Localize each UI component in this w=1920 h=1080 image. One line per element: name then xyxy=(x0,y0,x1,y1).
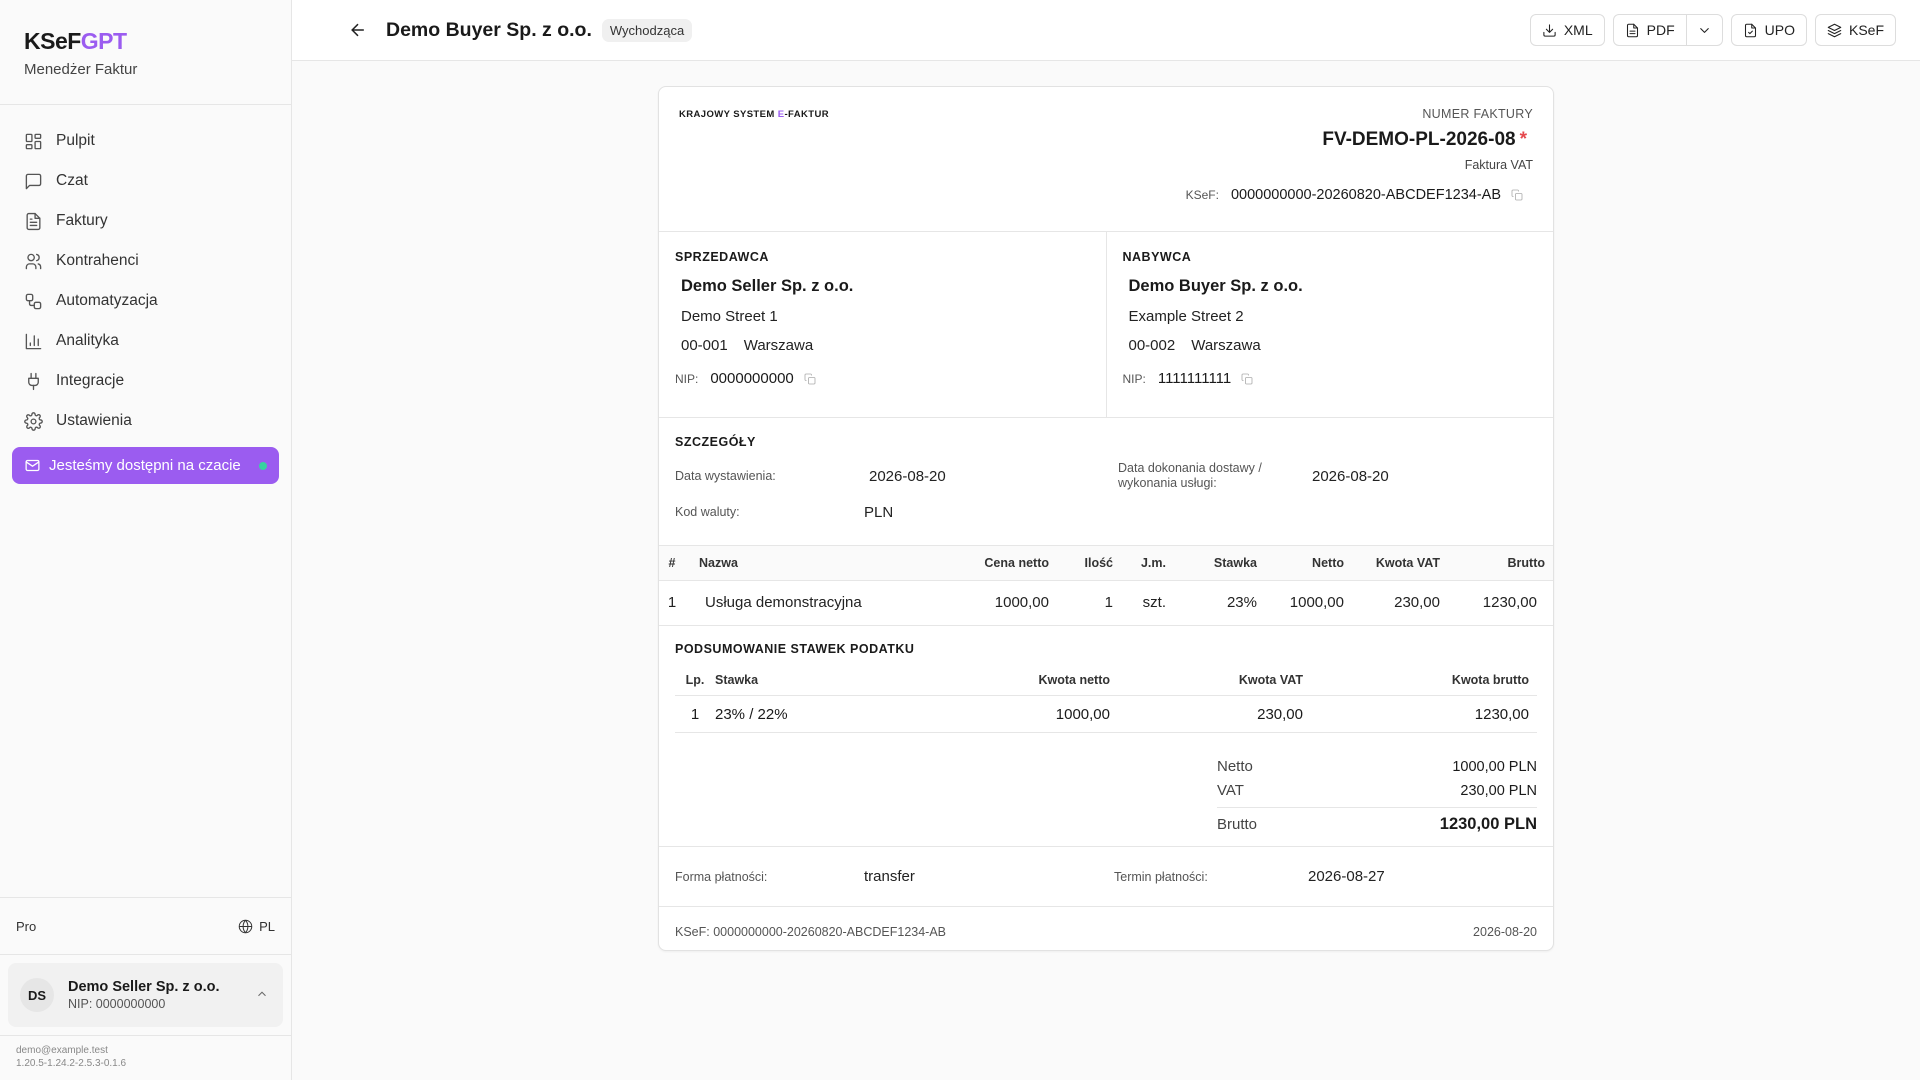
sidebar-item-czat[interactable] xyxy=(12,161,279,201)
payment-due: 2026-08-27 xyxy=(1308,867,1385,885)
pdf-split-button xyxy=(1613,14,1723,46)
col-header: Ilość xyxy=(1049,546,1113,580)
table-header-row xyxy=(675,666,1537,696)
sidebar-item-analityka[interactable] xyxy=(12,321,279,361)
item-net-price: 1000,00 xyxy=(994,594,1049,611)
col-header: Cena netto xyxy=(949,546,1049,580)
total-vat: 230,00 PLN xyxy=(1460,782,1537,799)
tax-vat: 230,00 xyxy=(1110,696,1303,733)
sidebar-footer xyxy=(0,1035,291,1080)
back-arrow-icon[interactable] xyxy=(348,20,368,40)
sidebar-bottom xyxy=(0,897,291,1080)
copy-icon[interactable] xyxy=(804,373,816,385)
user-email: demo@example.test xyxy=(16,1045,108,1056)
globe-icon xyxy=(238,919,253,934)
xml-label: XML xyxy=(1563,22,1593,38)
sidebar-item-label: Faktury xyxy=(56,212,108,229)
plug-icon xyxy=(24,372,43,391)
download-icon xyxy=(1542,23,1557,38)
language-label: PL xyxy=(259,918,275,934)
sidebar-item-integracje[interactable] xyxy=(12,361,279,401)
sidebar-item-label: Automatyzacja xyxy=(56,292,158,309)
sidebar-item-pulpit[interactable] xyxy=(12,121,279,161)
col-header: Netto xyxy=(1257,546,1344,580)
tax-net: 1000,00 xyxy=(865,696,1110,733)
seller-title: SPRZEDAWCA xyxy=(675,250,769,264)
footer-ksef-number: KSeF: 0000000000-20260820-ABCDEF1234-AB xyxy=(675,924,947,939)
item-net: 1000,00 xyxy=(1289,594,1344,611)
sidebar-item-label: Integracje xyxy=(56,372,125,389)
account-nip: NIP: 0000000000 xyxy=(68,997,166,1011)
footer-date: 2026-08-20 xyxy=(1473,924,1537,939)
tax-index: 1 xyxy=(675,696,715,733)
ksef-number: 0000000000-20260820-ABCDEF1234-AB xyxy=(1230,187,1501,203)
sidebar-item-faktury[interactable] xyxy=(12,201,279,241)
plan-row xyxy=(0,897,291,954)
buyer-nip: 1111111111 xyxy=(1157,370,1232,387)
details-title: SZCZEGÓŁY xyxy=(675,435,756,449)
account-name: Demo Seller Sp. z o.o. xyxy=(68,979,220,995)
payment-form-label: Forma płatności: xyxy=(675,869,768,884)
seller-block xyxy=(659,232,1107,417)
sidebar-nav xyxy=(0,105,291,500)
seller-nip: 0000000000 xyxy=(710,370,794,387)
seller-street: Demo Street 1 xyxy=(681,308,778,325)
sidebar-item-label: Ustawienia xyxy=(56,412,132,429)
issue-date: 2026-08-20 xyxy=(869,468,946,485)
users-icon xyxy=(24,252,43,271)
buyer-title: NABYWCA xyxy=(1122,250,1192,264)
document-type: Faktura VAT xyxy=(1464,158,1533,172)
tax-summary-title: PODSUMOWANIE STAWEK PODATKU xyxy=(675,641,915,656)
payment-due-label: Termin płatności: xyxy=(1114,869,1208,884)
issue-date-label: Data wystawienia: xyxy=(675,469,776,483)
delivery-date-label: Data dokonania dostawy / wykonania usługi: xyxy=(1118,461,1262,490)
sidebar-item-kontrahenci[interactable] xyxy=(12,241,279,281)
currency-label: Kod waluty: xyxy=(675,505,740,519)
layers-icon xyxy=(1827,23,1842,38)
invoice-footer xyxy=(659,907,1553,956)
avatar: DS xyxy=(20,978,54,1012)
chevron-down-icon xyxy=(1697,23,1712,38)
nip-label: NIP: xyxy=(675,371,699,386)
gear-icon xyxy=(24,412,43,431)
col-header: # xyxy=(659,546,685,580)
currency: PLN xyxy=(864,504,894,521)
account-switcher[interactable] xyxy=(8,963,283,1027)
total-gross-row xyxy=(1217,807,1537,837)
invoice-number: FV-DEMO-PL-2026-08 * xyxy=(1322,129,1527,150)
sidebar-item-label: Pulpit xyxy=(56,132,95,149)
invoice-preview xyxy=(658,86,1554,951)
sidebar-item-label: Kontrahenci xyxy=(56,252,139,269)
col-header: Brutto xyxy=(1440,546,1553,580)
direction-badge: Wychodząca xyxy=(602,19,692,42)
total-gross-label: Brutto xyxy=(1217,815,1258,833)
ksef-number-row xyxy=(1186,187,1523,203)
online-status-dot xyxy=(259,462,267,470)
tax-summary-table xyxy=(675,666,1537,734)
pdf-options-button[interactable] xyxy=(1687,14,1723,46)
total-net-row xyxy=(1217,755,1537,779)
upo-button[interactable] xyxy=(1731,14,1807,46)
payment-section xyxy=(659,847,1553,907)
sidebar-item-label: Czat xyxy=(56,172,88,189)
tax-summary-section xyxy=(659,626,1553,847)
send-ksef-button[interactable] xyxy=(1815,14,1896,46)
live-chat-button[interactable] xyxy=(12,447,279,484)
dashboard-icon xyxy=(24,132,43,151)
total-net: 1000,00 PLN xyxy=(1452,758,1537,775)
tax-rate: 23% / 22% xyxy=(715,696,865,733)
buyer-street: Example Street 2 xyxy=(1128,308,1244,325)
col-header: Lp. xyxy=(675,666,715,696)
live-chat-label: Jesteśmy dostępni na czacie xyxy=(49,457,241,474)
item-quantity: 1 xyxy=(1104,594,1113,611)
page-title: Demo Buyer Sp. z o.o. xyxy=(386,18,592,41)
seller-postal: 00-001 xyxy=(681,337,728,354)
language-switcher[interactable] xyxy=(238,919,275,934)
account-wrap xyxy=(0,954,291,1035)
ksef-label: KSeF xyxy=(1848,22,1884,38)
delivery-date: 2026-08-20 xyxy=(1312,468,1389,485)
total-vat-row xyxy=(1217,779,1537,803)
table-header-row xyxy=(659,546,1553,580)
seller-city-row xyxy=(681,337,1090,354)
invoice-header xyxy=(659,87,1553,232)
download-xml-button[interactable] xyxy=(1530,14,1605,46)
col-header: Stawka xyxy=(715,666,865,696)
col-header: Nazwa xyxy=(685,546,949,580)
sidebar xyxy=(0,0,292,1080)
item-index: 1 xyxy=(667,594,677,611)
buyer-nip-row xyxy=(1123,370,1538,387)
ksef-label: KSeF: xyxy=(1185,188,1219,202)
table-row xyxy=(659,580,1553,625)
bar-chart-icon xyxy=(24,332,43,351)
toolbar-actions xyxy=(1530,14,1896,46)
total-net-label: Netto xyxy=(1217,758,1253,775)
copy-icon[interactable] xyxy=(1511,189,1523,201)
file-icon xyxy=(1625,23,1640,38)
buyer-postal: 00-002 xyxy=(1128,337,1176,354)
app-logo[interactable]: KSeFGPT xyxy=(24,28,127,54)
col-header: Kwota netto xyxy=(865,666,1110,696)
app-version: 1.20.5-1.24.2-2.5.3-0.1.6 xyxy=(16,1058,127,1069)
totals-block xyxy=(1217,755,1537,837)
sidebar-item-automatyzacja[interactable] xyxy=(12,281,279,321)
total-gross: 1230,00 PLN xyxy=(1439,814,1537,833)
buyer-block xyxy=(1107,232,1554,417)
item-vat: 230,00 xyxy=(1394,594,1440,611)
chevron-up-icon xyxy=(255,987,269,1001)
system-label: KRAJOWY SYSTEM E-FAKTUR xyxy=(679,109,829,120)
details-section xyxy=(659,418,1553,546)
invoice-number-label: NUMER FAKTURY xyxy=(1422,107,1533,121)
item-rate: 23% xyxy=(1226,594,1257,611)
buyer-city-row xyxy=(1129,337,1538,354)
col-header: J.m. xyxy=(1113,546,1166,580)
seller-city: Warszawa xyxy=(743,337,814,354)
sidebar-item-label: Analityka xyxy=(56,332,119,349)
chat-icon xyxy=(24,172,43,191)
brand xyxy=(0,0,291,105)
copy-icon[interactable] xyxy=(1241,373,1253,385)
buyer-name: Demo Buyer Sp. z o.o. xyxy=(1128,277,1303,295)
seller-nip-row xyxy=(675,370,1090,387)
buyer-city: Warszawa xyxy=(1191,337,1261,354)
app-subtitle: Menedżer Faktur xyxy=(24,61,138,78)
file-check-icon xyxy=(1743,23,1758,38)
total-vat-label: VAT xyxy=(1217,782,1244,799)
item-gross: 1230,00 xyxy=(1482,594,1537,611)
workflow-icon xyxy=(24,292,43,311)
sidebar-item-ustawienia[interactable] xyxy=(12,401,279,441)
col-header: Stawka xyxy=(1166,546,1257,580)
col-header: Kwota VAT xyxy=(1110,666,1303,696)
nip-label: NIP: xyxy=(1122,371,1146,386)
table-row xyxy=(675,696,1537,733)
line-items-table xyxy=(659,546,1553,626)
col-header: Kwota brutto xyxy=(1303,666,1537,696)
document-icon xyxy=(24,212,43,231)
plan-badge: Pro xyxy=(16,918,37,934)
col-header: Kwota VAT xyxy=(1344,546,1440,580)
topbar xyxy=(292,0,1920,61)
tax-gross: 1230,00 xyxy=(1303,696,1537,733)
parties-section xyxy=(659,232,1553,418)
upo-label: UPO xyxy=(1764,22,1795,38)
pdf-label: PDF xyxy=(1646,22,1675,38)
payment-form: transfer xyxy=(864,867,915,885)
download-pdf-button[interactable] xyxy=(1613,14,1687,46)
item-unit: szt. xyxy=(1142,594,1166,611)
item-name: Usługa demonstracyjna xyxy=(705,594,862,611)
mail-icon xyxy=(24,457,41,474)
seller-name: Demo Seller Sp. z o.o. xyxy=(681,277,854,295)
